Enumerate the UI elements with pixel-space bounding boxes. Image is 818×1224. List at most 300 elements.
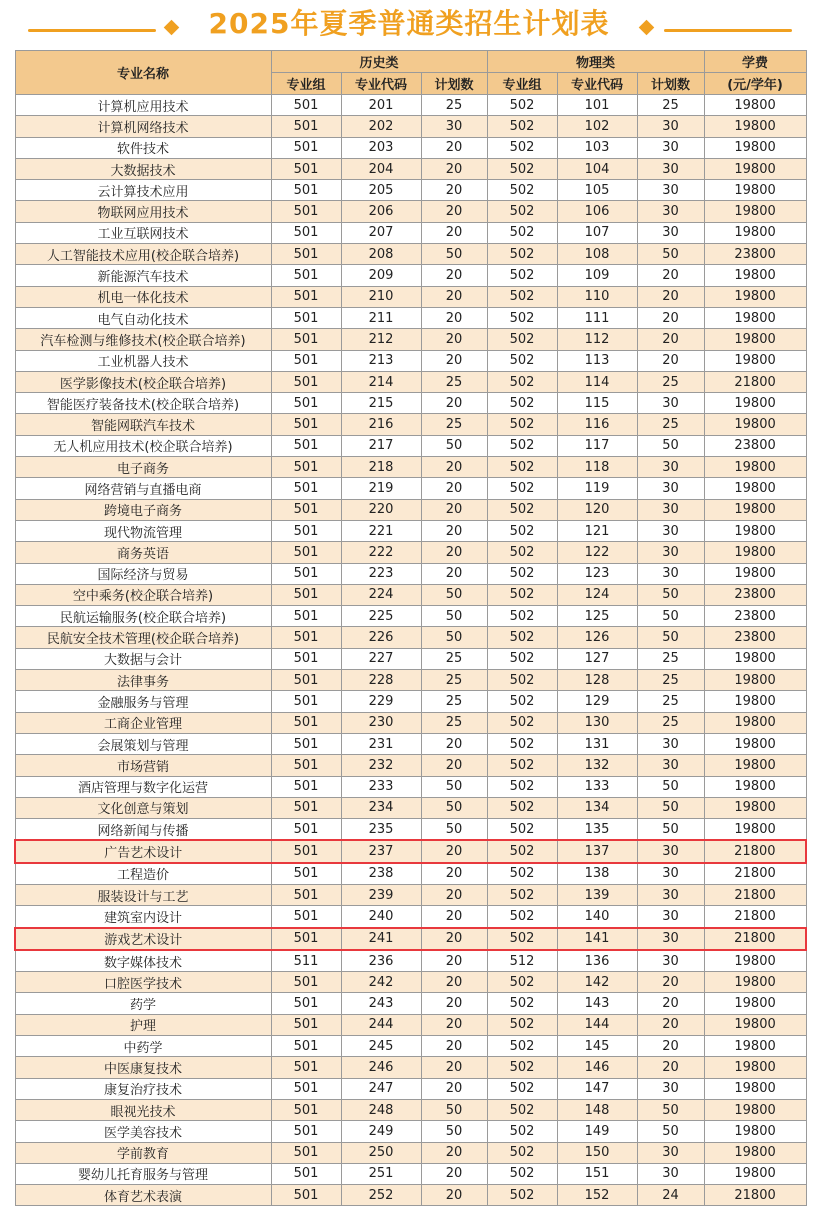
history-plan-cell: 25 xyxy=(421,371,487,392)
major-name-cell: 机电一体化技术 xyxy=(15,286,271,307)
major-name-cell: 现代物流管理 xyxy=(15,520,271,541)
history-plan-cell: 20 xyxy=(421,286,487,307)
table-row xyxy=(15,265,806,286)
tuition-fee-cell: 23800 xyxy=(704,606,806,627)
history-plan-cell: 20 xyxy=(421,265,487,286)
physics-group-cell: 512 xyxy=(487,950,557,972)
physics-plan-cell: 20 xyxy=(637,1036,704,1057)
history-group-cell: 511 xyxy=(271,950,341,972)
tuition-fee-cell: 19800 xyxy=(704,158,806,179)
history-plan-cell: 20 xyxy=(421,457,487,478)
physics-group-cell: 502 xyxy=(487,265,557,286)
history-group-cell: 501 xyxy=(271,1099,341,1120)
physics-code-cell: 108 xyxy=(557,244,637,265)
physics-group-cell: 502 xyxy=(487,457,557,478)
table-row xyxy=(15,414,806,435)
physics-plan-cell: 30 xyxy=(637,928,704,950)
history-group-cell: 501 xyxy=(271,180,341,201)
physics-code-cell: 118 xyxy=(557,457,637,478)
history-code-cell: 226 xyxy=(341,627,421,648)
physics-group-cell: 502 xyxy=(487,863,557,885)
history-plan-cell: 20 xyxy=(421,393,487,414)
major-name-cell: 工业机器人技术 xyxy=(15,350,271,371)
major-name-cell: 人工智能技术应用(校企联合培养) xyxy=(15,244,271,265)
tuition-fee-cell: 23800 xyxy=(704,244,806,265)
history-code-cell: 217 xyxy=(341,435,421,456)
physics-code-cell: 130 xyxy=(557,712,637,733)
physics-plan-cell: 25 xyxy=(637,371,704,392)
tuition-fee-cell: 19800 xyxy=(704,733,806,754)
history-plan-cell: 20 xyxy=(421,906,487,928)
table-row xyxy=(15,950,806,972)
history-code-cell: 241 xyxy=(341,928,421,950)
physics-plan-cell: 30 xyxy=(637,906,704,928)
physics-group-cell: 502 xyxy=(487,435,557,456)
header-history-major-group: 专业组 xyxy=(271,73,341,95)
history-code-cell: 244 xyxy=(341,1014,421,1035)
history-plan-cell: 20 xyxy=(421,520,487,541)
physics-plan-cell: 50 xyxy=(637,606,704,627)
table-row xyxy=(15,180,806,201)
history-group-cell: 501 xyxy=(271,244,341,265)
major-name-cell: 建筑室内设计 xyxy=(15,906,271,928)
tuition-fee-cell: 19800 xyxy=(704,950,806,972)
history-group-cell: 501 xyxy=(271,1121,341,1142)
history-plan-cell: 20 xyxy=(421,840,487,862)
history-code-cell: 215 xyxy=(341,393,421,414)
physics-plan-cell: 20 xyxy=(637,307,704,328)
page-title: 2025年夏季普通类招生计划表 xyxy=(208,7,610,40)
history-group-cell: 501 xyxy=(271,797,341,818)
physics-plan-cell: 50 xyxy=(637,1121,704,1142)
tuition-fee-cell: 19800 xyxy=(704,993,806,1014)
history-plan-cell: 50 xyxy=(421,1121,487,1142)
history-group-cell: 501 xyxy=(271,755,341,776)
physics-plan-cell: 20 xyxy=(637,1057,704,1078)
table-row xyxy=(15,993,806,1014)
history-group-cell: 501 xyxy=(271,414,341,435)
physics-group-cell: 502 xyxy=(487,797,557,818)
table-row xyxy=(15,307,806,328)
history-plan-cell: 25 xyxy=(421,95,487,116)
history-code-cell: 201 xyxy=(341,95,421,116)
major-name-cell: 护理 xyxy=(15,1014,271,1035)
physics-code-cell: 152 xyxy=(557,1185,637,1206)
physics-plan-cell: 20 xyxy=(637,993,704,1014)
physics-code-cell: 137 xyxy=(557,840,637,862)
tuition-fee-cell: 21800 xyxy=(704,863,806,885)
tuition-fee-cell: 19800 xyxy=(704,1121,806,1142)
header-major-name: 专业名称 xyxy=(15,51,271,95)
physics-group-cell: 502 xyxy=(487,201,557,222)
history-plan-cell: 20 xyxy=(421,542,487,563)
physics-code-cell: 146 xyxy=(557,1057,637,1078)
history-group-cell: 501 xyxy=(271,863,341,885)
history-group-cell: 501 xyxy=(271,776,341,797)
major-name-cell: 婴幼儿托育服务与管理 xyxy=(15,1163,271,1184)
history-group-cell: 501 xyxy=(271,137,341,158)
history-code-cell: 202 xyxy=(341,116,421,137)
physics-plan-cell: 50 xyxy=(637,244,704,265)
major-name-cell: 大数据与会计 xyxy=(15,648,271,669)
major-name-cell: 中药学 xyxy=(15,1036,271,1057)
major-name-cell: 智能网联汽车技术 xyxy=(15,414,271,435)
table-row xyxy=(15,797,806,818)
header-history-plan-count: 计划数 xyxy=(421,73,487,95)
table-row xyxy=(15,457,806,478)
physics-code-cell: 151 xyxy=(557,1163,637,1184)
history-code-cell: 232 xyxy=(341,755,421,776)
physics-group-cell: 502 xyxy=(487,180,557,201)
major-name-cell: 民航安全技术管理(校企联合培养) xyxy=(15,627,271,648)
table-row xyxy=(15,158,806,179)
major-name-cell: 文化创意与策划 xyxy=(15,797,271,818)
physics-group-cell: 502 xyxy=(487,137,557,158)
major-name-cell: 计算机应用技术 xyxy=(15,95,271,116)
physics-code-cell: 143 xyxy=(557,993,637,1014)
physics-plan-cell: 30 xyxy=(637,478,704,499)
physics-group-cell: 502 xyxy=(487,755,557,776)
physics-plan-cell: 30 xyxy=(637,1078,704,1099)
history-code-cell: 237 xyxy=(341,840,421,862)
physics-code-cell: 120 xyxy=(557,499,637,520)
physics-code-cell: 131 xyxy=(557,733,637,754)
tuition-fee-cell: 19800 xyxy=(704,712,806,733)
tuition-fee-cell: 19800 xyxy=(704,393,806,414)
major-name-cell: 学前教育 xyxy=(15,1142,271,1163)
history-plan-cell: 25 xyxy=(421,648,487,669)
physics-code-cell: 147 xyxy=(557,1078,637,1099)
table-row xyxy=(15,435,806,456)
table-row xyxy=(15,670,806,691)
physics-code-cell: 126 xyxy=(557,627,637,648)
physics-code-cell: 138 xyxy=(557,863,637,885)
history-plan-cell: 20 xyxy=(421,863,487,885)
history-code-cell: 209 xyxy=(341,265,421,286)
table-row-highlighted xyxy=(15,840,806,862)
physics-plan-cell: 50 xyxy=(637,819,704,841)
history-plan-cell: 20 xyxy=(421,1185,487,1206)
tuition-fee-cell: 21800 xyxy=(704,840,806,862)
physics-code-cell: 125 xyxy=(557,606,637,627)
history-code-cell: 221 xyxy=(341,520,421,541)
physics-group-cell: 502 xyxy=(487,307,557,328)
physics-plan-cell: 30 xyxy=(637,950,704,972)
history-group-cell: 501 xyxy=(271,371,341,392)
history-code-cell: 247 xyxy=(341,1078,421,1099)
physics-code-cell: 142 xyxy=(557,972,637,993)
physics-plan-cell: 30 xyxy=(637,863,704,885)
history-plan-cell: 20 xyxy=(421,307,487,328)
history-group-cell: 501 xyxy=(271,1036,341,1057)
major-name-cell: 空中乘务(校企联合培养) xyxy=(15,584,271,605)
table-row xyxy=(15,606,806,627)
history-group-cell: 501 xyxy=(271,606,341,627)
physics-plan-cell: 30 xyxy=(637,563,704,584)
history-code-cell: 240 xyxy=(341,906,421,928)
physics-plan-cell: 30 xyxy=(637,542,704,563)
major-name-cell: 新能源汽车技术 xyxy=(15,265,271,286)
table-row xyxy=(15,819,806,841)
history-plan-cell: 20 xyxy=(421,478,487,499)
tuition-fee-cell: 19800 xyxy=(704,137,806,158)
physics-group-cell: 502 xyxy=(487,776,557,797)
history-plan-cell: 50 xyxy=(421,1099,487,1120)
major-name-cell: 跨境电子商务 xyxy=(15,499,271,520)
physics-code-cell: 106 xyxy=(557,201,637,222)
history-group-cell: 501 xyxy=(271,457,341,478)
tuition-fee-cell: 19800 xyxy=(704,670,806,691)
tuition-fee-cell: 19800 xyxy=(704,478,806,499)
major-name-cell: 网络营销与直播电商 xyxy=(15,478,271,499)
table-row xyxy=(15,499,806,520)
physics-group-cell: 502 xyxy=(487,1099,557,1120)
history-group-cell: 501 xyxy=(271,435,341,456)
history-plan-cell: 20 xyxy=(421,180,487,201)
history-plan-cell: 30 xyxy=(421,116,487,137)
physics-plan-cell: 20 xyxy=(637,1014,704,1035)
physics-code-cell: 105 xyxy=(557,180,637,201)
physics-code-cell: 150 xyxy=(557,1142,637,1163)
physics-code-cell: 115 xyxy=(557,393,637,414)
physics-group-cell: 502 xyxy=(487,1057,557,1078)
major-name-cell: 汽车检测与维修技术(校企联合培养) xyxy=(15,329,271,350)
history-group-cell: 501 xyxy=(271,520,341,541)
physics-group-cell: 502 xyxy=(487,478,557,499)
major-name-cell: 会展策划与管理 xyxy=(15,733,271,754)
table-row xyxy=(15,520,806,541)
history-group-cell: 501 xyxy=(271,670,341,691)
physics-group-cell: 502 xyxy=(487,563,557,584)
tuition-fee-cell: 19800 xyxy=(704,819,806,841)
physics-group-cell: 502 xyxy=(487,499,557,520)
history-group-cell: 501 xyxy=(271,1078,341,1099)
major-name-cell: 数字媒体技术 xyxy=(15,950,271,972)
physics-plan-cell: 30 xyxy=(637,180,704,201)
physics-plan-cell: 30 xyxy=(637,884,704,905)
table-row-highlighted xyxy=(15,928,806,950)
physics-code-cell: 103 xyxy=(557,137,637,158)
major-name-cell: 医学美容技术 xyxy=(15,1121,271,1142)
physics-group-cell: 502 xyxy=(487,542,557,563)
tuition-fee-cell: 19800 xyxy=(704,1163,806,1184)
physics-group-cell: 502 xyxy=(487,627,557,648)
physics-plan-cell: 25 xyxy=(637,691,704,712)
physics-group-cell: 502 xyxy=(487,95,557,116)
physics-code-cell: 119 xyxy=(557,478,637,499)
physics-code-cell: 102 xyxy=(557,116,637,137)
history-code-cell: 225 xyxy=(341,606,421,627)
physics-plan-cell: 50 xyxy=(637,584,704,605)
table-row xyxy=(15,286,806,307)
physics-group-cell: 502 xyxy=(487,972,557,993)
table-row xyxy=(15,755,806,776)
table-row xyxy=(15,222,806,243)
table-row xyxy=(15,972,806,993)
history-plan-cell: 20 xyxy=(421,884,487,905)
history-group-cell: 501 xyxy=(271,1163,341,1184)
history-group-cell: 501 xyxy=(271,478,341,499)
tuition-fee-cell: 21800 xyxy=(704,884,806,905)
major-name-cell: 药学 xyxy=(15,993,271,1014)
history-plan-cell: 20 xyxy=(421,222,487,243)
history-group-cell: 501 xyxy=(271,691,341,712)
physics-code-cell: 136 xyxy=(557,950,637,972)
major-name-cell: 电子商务 xyxy=(15,457,271,478)
history-group-cell: 501 xyxy=(271,627,341,648)
major-name-cell: 酒店管理与数字化运营 xyxy=(15,776,271,797)
tuition-fee-cell: 19800 xyxy=(704,457,806,478)
physics-code-cell: 127 xyxy=(557,648,637,669)
history-group-cell: 501 xyxy=(271,563,341,584)
tuition-fee-cell: 19800 xyxy=(704,972,806,993)
physics-group-cell: 502 xyxy=(487,244,557,265)
physics-code-cell: 112 xyxy=(557,329,637,350)
major-name-cell: 云计算技术应用 xyxy=(15,180,271,201)
history-code-cell: 224 xyxy=(341,584,421,605)
tuition-fee-cell: 19800 xyxy=(704,542,806,563)
physics-group-cell: 502 xyxy=(487,733,557,754)
history-code-cell: 216 xyxy=(341,414,421,435)
physics-code-cell: 149 xyxy=(557,1121,637,1142)
physics-code-cell: 123 xyxy=(557,563,637,584)
header-physics-major-code: 专业代码 xyxy=(557,73,637,95)
major-name-cell: 电气自动化技术 xyxy=(15,307,271,328)
history-group-cell: 501 xyxy=(271,884,341,905)
history-plan-cell: 50 xyxy=(421,244,487,265)
physics-group-cell: 502 xyxy=(487,819,557,841)
history-code-cell: 251 xyxy=(341,1163,421,1184)
history-code-cell: 223 xyxy=(341,563,421,584)
history-plan-cell: 20 xyxy=(421,928,487,950)
physics-code-cell: 111 xyxy=(557,307,637,328)
physics-code-cell: 134 xyxy=(557,797,637,818)
physics-group-cell: 502 xyxy=(487,1036,557,1057)
history-group-cell: 501 xyxy=(271,499,341,520)
physics-code-cell: 109 xyxy=(557,265,637,286)
history-code-cell: 252 xyxy=(341,1185,421,1206)
physics-plan-cell: 30 xyxy=(637,137,704,158)
major-name-cell: 广告艺术设计 xyxy=(15,840,271,862)
table-row xyxy=(15,563,806,584)
history-code-cell: 206 xyxy=(341,201,421,222)
physics-plan-cell: 30 xyxy=(637,1163,704,1184)
history-plan-cell: 50 xyxy=(421,819,487,841)
table-row xyxy=(15,648,806,669)
history-code-cell: 243 xyxy=(341,993,421,1014)
history-group-cell: 501 xyxy=(271,201,341,222)
history-plan-cell: 20 xyxy=(421,1057,487,1078)
title-right-line xyxy=(664,29,792,32)
major-name-cell: 金融服务与管理 xyxy=(15,691,271,712)
tuition-fee-cell: 19800 xyxy=(704,1078,806,1099)
table-body xyxy=(15,95,806,1206)
major-name-cell: 民航运输服务(校企联合培养) xyxy=(15,606,271,627)
header-history-major-code: 专业代码 xyxy=(341,73,421,95)
physics-group-cell: 502 xyxy=(487,1185,557,1206)
tuition-fee-cell: 19800 xyxy=(704,265,806,286)
physics-code-cell: 129 xyxy=(557,691,637,712)
physics-plan-cell: 50 xyxy=(637,435,704,456)
table-row xyxy=(15,1121,806,1142)
physics-group-cell: 502 xyxy=(487,1163,557,1184)
physics-group-cell: 502 xyxy=(487,1142,557,1163)
tuition-fee-cell: 19800 xyxy=(704,1014,806,1035)
tuition-fee-cell: 19800 xyxy=(704,499,806,520)
table-row xyxy=(15,776,806,797)
history-code-cell: 203 xyxy=(341,137,421,158)
header-fee-line1: 学费 xyxy=(704,51,806,73)
tuition-fee-cell: 19800 xyxy=(704,350,806,371)
history-plan-cell: 20 xyxy=(421,972,487,993)
table-row xyxy=(15,95,806,116)
physics-group-cell: 502 xyxy=(487,1121,557,1142)
history-group-cell: 501 xyxy=(271,840,341,862)
physics-plan-cell: 30 xyxy=(637,158,704,179)
history-group-cell: 501 xyxy=(271,819,341,841)
physics-group-cell: 502 xyxy=(487,1014,557,1035)
history-group-cell: 501 xyxy=(271,116,341,137)
history-code-cell: 220 xyxy=(341,499,421,520)
physics-plan-cell: 25 xyxy=(637,648,704,669)
history-code-cell: 235 xyxy=(341,819,421,841)
tuition-fee-cell: 19800 xyxy=(704,286,806,307)
history-group-cell: 501 xyxy=(271,95,341,116)
tuition-fee-cell: 21800 xyxy=(704,928,806,950)
history-plan-cell: 20 xyxy=(421,950,487,972)
tuition-fee-cell: 21800 xyxy=(704,1185,806,1206)
header-fee-line2: (元/学年) xyxy=(704,73,806,95)
history-group-cell: 501 xyxy=(271,648,341,669)
history-group-cell: 501 xyxy=(271,158,341,179)
history-plan-cell: 25 xyxy=(421,691,487,712)
major-name-cell: 市场营销 xyxy=(15,755,271,776)
history-code-cell: 250 xyxy=(341,1142,421,1163)
major-name-cell: 物联网应用技术 xyxy=(15,201,271,222)
history-plan-cell: 20 xyxy=(421,563,487,584)
history-code-cell: 213 xyxy=(341,350,421,371)
physics-code-cell: 144 xyxy=(557,1014,637,1035)
history-group-cell: 501 xyxy=(271,584,341,605)
physics-group-cell: 502 xyxy=(487,222,557,243)
history-plan-cell: 50 xyxy=(421,797,487,818)
table-row xyxy=(15,1099,806,1120)
major-name-cell: 中医康复技术 xyxy=(15,1057,271,1078)
history-plan-cell: 20 xyxy=(421,755,487,776)
tuition-fee-cell: 23800 xyxy=(704,435,806,456)
physics-code-cell: 124 xyxy=(557,584,637,605)
physics-code-cell: 132 xyxy=(557,755,637,776)
header-physics-plan-count: 计划数 xyxy=(637,73,704,95)
tuition-fee-cell: 19800 xyxy=(704,222,806,243)
tuition-fee-cell: 19800 xyxy=(704,1057,806,1078)
physics-group-cell: 502 xyxy=(487,1078,557,1099)
table-row xyxy=(15,863,806,885)
physics-code-cell: 117 xyxy=(557,435,637,456)
history-group-cell: 501 xyxy=(271,1057,341,1078)
physics-group-cell: 502 xyxy=(487,414,557,435)
table-row xyxy=(15,1185,806,1206)
tuition-fee-cell: 19800 xyxy=(704,414,806,435)
physics-plan-cell: 25 xyxy=(637,712,704,733)
table-row xyxy=(15,393,806,414)
history-plan-cell: 20 xyxy=(421,1078,487,1099)
history-code-cell: 229 xyxy=(341,691,421,712)
physics-plan-cell: 30 xyxy=(637,755,704,776)
table-row xyxy=(15,733,806,754)
major-name-cell: 服装设计与工艺 xyxy=(15,884,271,905)
tuition-fee-cell: 19800 xyxy=(704,776,806,797)
